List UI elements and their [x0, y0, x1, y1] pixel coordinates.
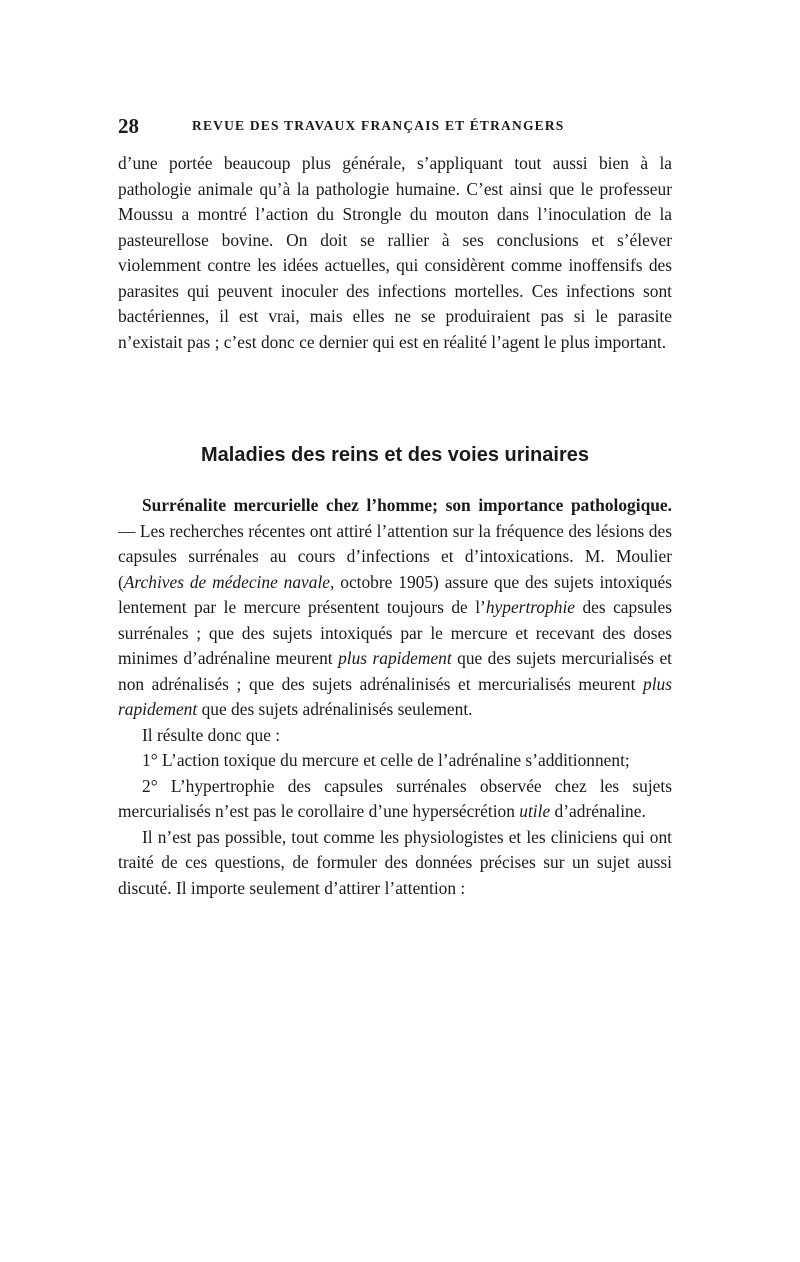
- text-segment: 2° L’hypertrophie des capsules surrénales observée chez les sujets mercurialisés n’est pas le corollaire d’une hypersécrétion: [118, 775, 672, 821]
- article-paragraph-5: Il n’est pas possible, tout comme les physiologistes et les cliniciens qui ont traité de ces questions, de formuler des données précises sur un sujet aussi discuté. Il importe seulement d’attirer l’attention :: [118, 826, 672, 898]
- emphasis-phrase: plus rapidement: [118, 673, 672, 719]
- text-segment: octobre 1905) assure que des sujets intoxiqués lentement par le mercure présentent toujours de l’: [118, 571, 672, 617]
- intro-paragraph-block: [118, 151, 672, 355]
- article-run-in-title: Surrénalite mercurielle chez l’homme; son importance pathologique.: [142, 495, 672, 515]
- emphasis-phrase: plus rapidement: [338, 648, 452, 668]
- text-segment: que des sujets adrénalinisés seulement.: [197, 699, 473, 719]
- text-segment: — Les recherches récentes ont attiré l’attention sur la fréquence des lésions des capsules surrénales au cours d’infections et d’intoxications. M. Moulier (: [118, 520, 672, 592]
- page-number: 28: [118, 114, 139, 138]
- article-paragraph-4: [118, 774, 672, 825]
- article-paragraph-2: Il résulte donc que :: [142, 724, 281, 745]
- text-segment: d’adrénaline.: [550, 801, 646, 821]
- running-head: [118, 114, 678, 142]
- intro-paragraph: d’une portée beaucoup plus générale, s’appliquant tout aussi bien à la pathologie animale qu’à la pathologie humaine. C’est ainsi que le professeur Moussu a montré l’action du Strongle du mouton dans l’inoculation de la pasteurellose bovine. On doit se rallier à ses conclusions et s’élever violemment contre les idées actuelles, qui considèrent comme inoffensifs des parasites qui peuvent inoculer des infections mortelles. Ces infections sont bactériennes, il est vrai, mais elles ne se produiraient pas si le parasite n’existait pas ; c’est donc ce dernier qui est en réalité l’agent le plus important.: [118, 153, 672, 352]
- text-segment: que des sujets mercurialisés et non adrénalisés ; que des sujets adrénalinisés et mercurialisés meurent: [118, 648, 673, 694]
- source-citation: Archives de médecine navale,: [123, 571, 335, 592]
- emphasis-term: hypertrophie: [485, 597, 576, 617]
- article-body: [118, 493, 672, 901]
- emphasis-term: utile: [519, 801, 551, 821]
- article-paragraph-1: [118, 493, 672, 723]
- journal-title: REVUE DES TRAVAUX FRANÇAIS ET ÉTRANGERS: [192, 118, 565, 133]
- section-heading: Maladies des reins et des voies urinaires: [201, 444, 589, 466]
- text-segment: des capsules surrénales ; que des sujets intoxiqués par le mercure et recevant des doses minimes d’adrénaline meurent: [118, 597, 672, 668]
- article-paragraph-3: 1° L’action toxique du mercure et celle de l’adrénaline s’additionnent;: [142, 750, 630, 770]
